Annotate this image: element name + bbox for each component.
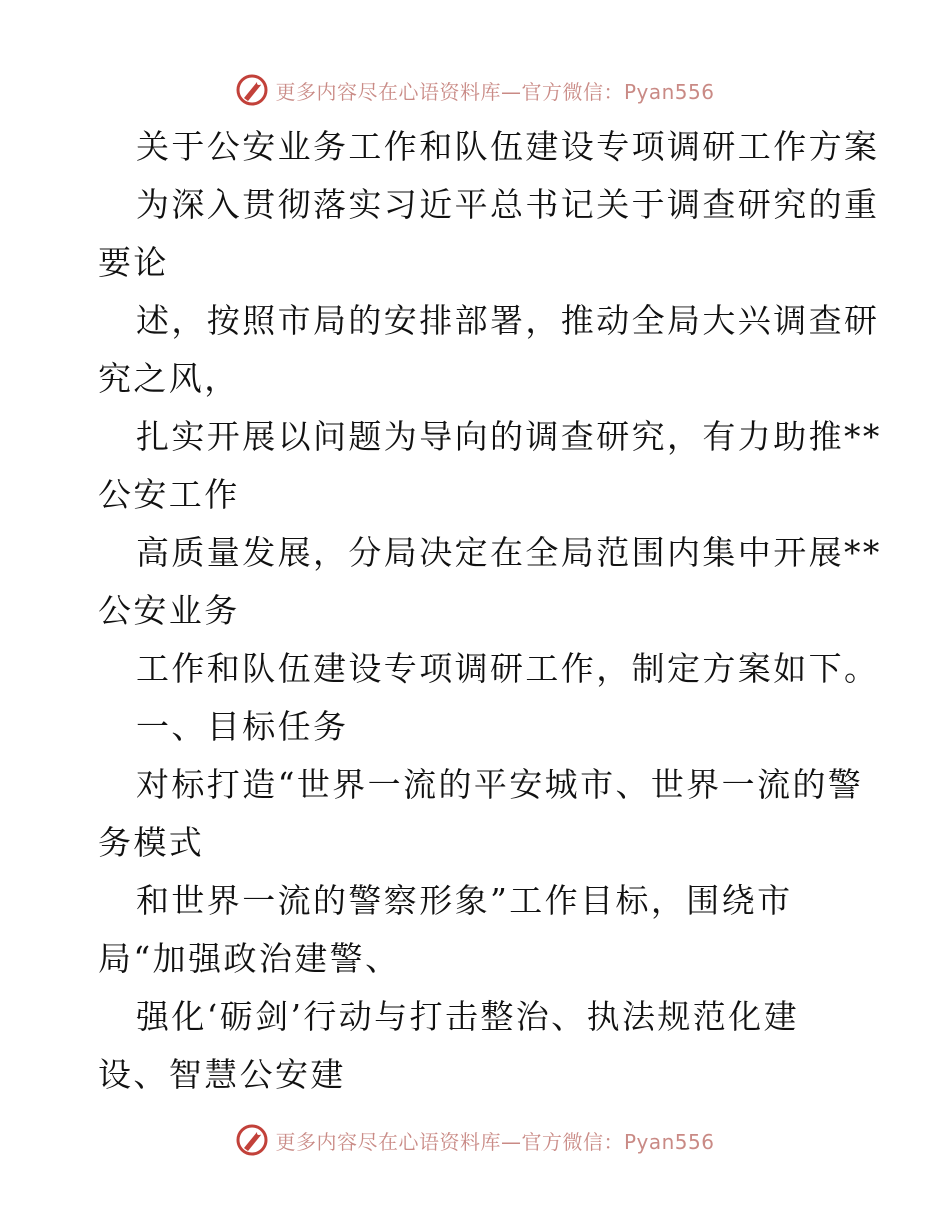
paragraph-line: 公安业务 — [98, 591, 240, 630]
watermark-text: 更多内容尽在心语资料库—官方微信：Pyan556 — [275, 1129, 715, 1154]
paragraph-line: 公安工作 — [98, 475, 240, 514]
paragraph-line: 务模式 — [98, 823, 205, 862]
pen-seal-icon — [235, 73, 269, 107]
paragraph-line: 对标打造“世界一流的平安城市、世界一流的警 — [136, 765, 864, 804]
paragraph-line: 局“加强政治建警、 — [98, 939, 401, 978]
document-title: 关于公安业务工作和队伍建设专项调研工作方案 — [136, 127, 880, 166]
paragraph-line: 高质量发展，分局决定在全局范围内集中开展** — [136, 533, 882, 572]
watermark-text: 更多内容尽在心语资料库—官方微信：Pyan556 — [275, 79, 715, 104]
paragraph-line: 设、智慧公安建 — [98, 1055, 346, 1094]
section-heading: 一、目标任务 — [136, 707, 349, 746]
header-watermark — [0, 70, 950, 110]
paragraph-line: 扎实开展以问题为导向的调查研究，有力助推** — [136, 417, 882, 456]
paragraph-line: 要论 — [98, 243, 169, 282]
paragraph-line: 为深入贯彻落实习近平总书记关于调查研究的重 — [136, 185, 880, 224]
paragraph-line: 和世界一流的警察形象”工作目标，围绕市 — [136, 881, 793, 920]
paragraph-line: 工作和队伍建设专项调研工作，制定方案如下。 — [136, 649, 880, 688]
footer-watermark — [0, 1120, 950, 1160]
paragraph-line: 述，按照市局的安排部署，推动全局大兴调查研 — [136, 301, 880, 340]
paragraph-line: 究之风， — [98, 359, 240, 398]
pen-seal-icon — [235, 1123, 269, 1157]
paragraph-line: 强化‘砺剑’行动与打击整治、执法规范化建 — [136, 997, 799, 1036]
